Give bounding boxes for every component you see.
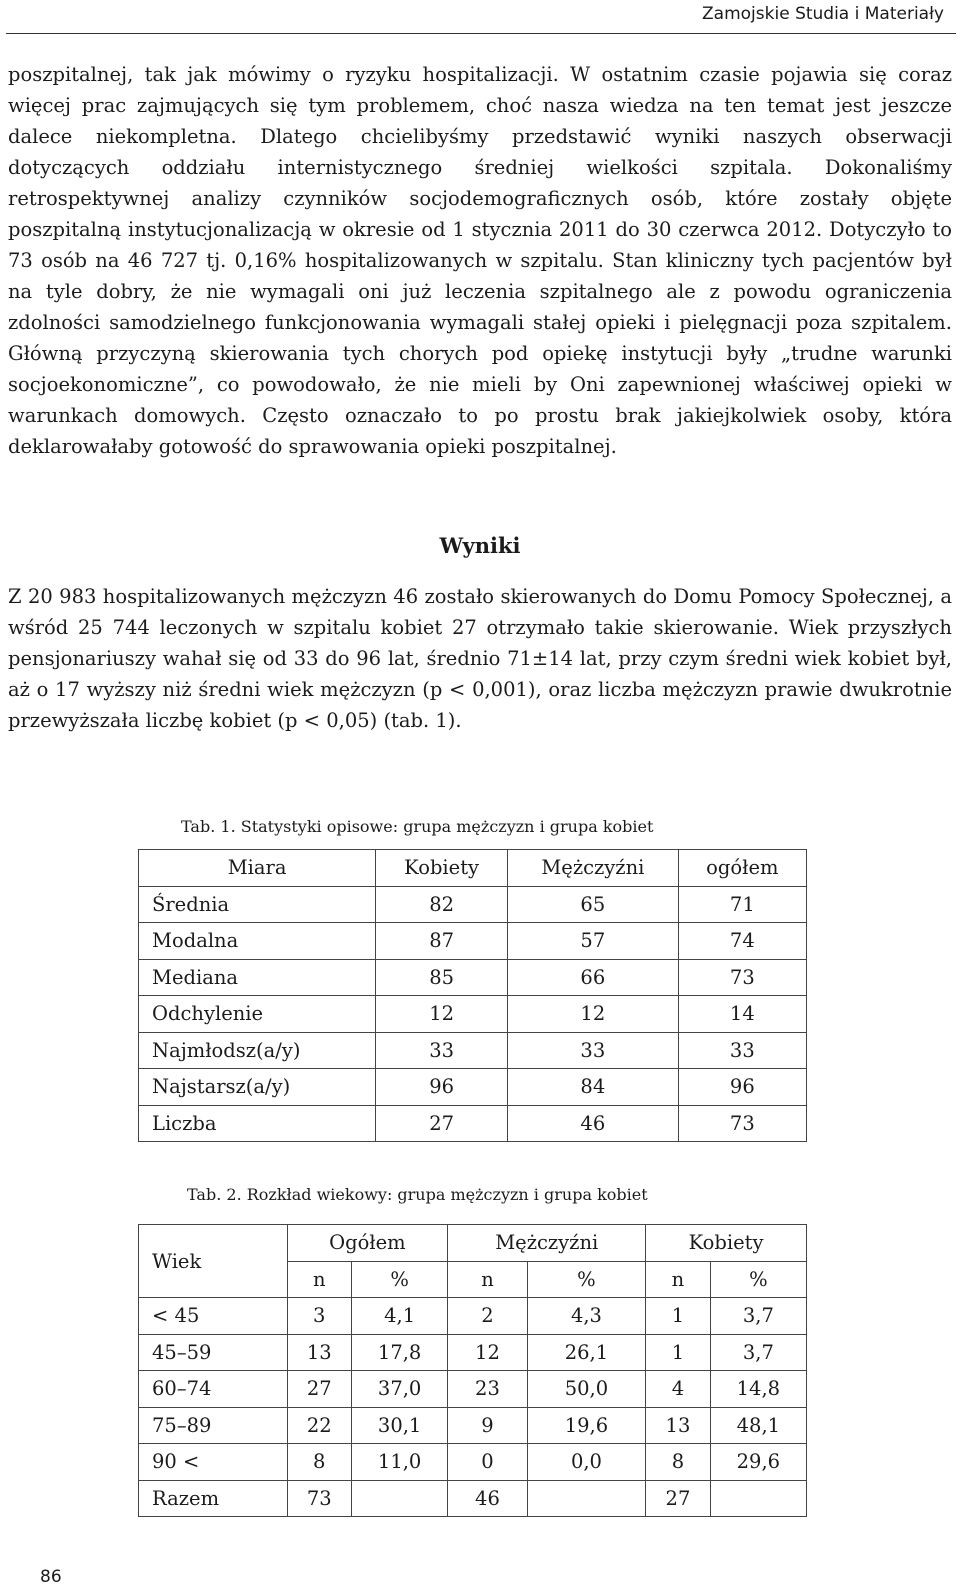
group-header: Kobiety [646, 1225, 807, 1262]
table-row [139, 886, 807, 923]
table-cell: 48,1 [710, 1407, 806, 1444]
table-cell: 3,7 [710, 1298, 806, 1335]
table-cell: 96 [376, 1069, 508, 1106]
table-cell: 65 [508, 886, 679, 923]
table-cell: 12 [448, 1334, 527, 1371]
table-row [139, 1371, 807, 1408]
table-cell: 9 [448, 1407, 527, 1444]
table-cell: 57 [508, 923, 679, 960]
table-cell: 87 [376, 923, 508, 960]
table-cell: 8 [646, 1444, 711, 1481]
row-label: Mediana [139, 959, 376, 996]
running-head: Zamojskie Studia i Materiały [702, 4, 944, 24]
row-label: Odchylenie [139, 996, 376, 1033]
table-row [139, 1334, 807, 1371]
table-header-row [139, 850, 807, 887]
row-label: 75–89 [139, 1407, 288, 1444]
column-header: % [352, 1261, 448, 1298]
row-label: Najmłodsz(a/y) [139, 1032, 376, 1069]
table-cell: 14 [678, 996, 806, 1033]
table-cell: 1 [646, 1334, 711, 1371]
table-cell: 46 [508, 1105, 679, 1142]
table-cell: 4,3 [527, 1298, 646, 1335]
row-label: 60–74 [139, 1371, 288, 1408]
table-cell: 33 [508, 1032, 679, 1069]
body-paragraph-2: Z 20 983 hospitalizowanych mężczyzn 46 zostało skierowanych do Domu Pomocy Społecznej, a wśród 25 744 leczonych w szpitalu kobiet 27 otrzymało takie skierowanie. Wiek przyszłych pensjonariuszy wahał się od 33 do 96 lat, średnio 71±14 lat, przy czym średni wiek kobiet był, aż o 17 wyższy niż średni wiek mężczyzn (p < 0,001), oraz liczba mężczyzn prawie dwukrotnie przewyższała liczbę kobiet (p < 0,05) (tab. 1). [8, 585, 952, 732]
table-cell: 0,0 [527, 1444, 646, 1481]
table-cell: 30,1 [352, 1407, 448, 1444]
table-cell: 27 [376, 1105, 508, 1142]
table-cell: 4,1 [352, 1298, 448, 1335]
column-header: n [646, 1261, 711, 1298]
header-rule [6, 33, 956, 34]
table-2-age-distribution [138, 1224, 807, 1517]
body-paragraph-1: poszpitalnej, tak jak mówimy o ryzyku hospitalizacji. W ostatnim czasie pojawia się coraz więcej prac zajmujących się tym problemem, choć nasza wiedza na ten temat jest jeszcze dalece niekompletna. Dlatego chcielibyśmy przedstawić wyniki naszych obserwacji dotyczących oddziału internistycznego średniej wielkości szpitala. Dokonaliśmy retrospektywnej analizy czynników socjodemograficznych osób, które zostały objęte poszpitalną instytucjonalizacją w okresie od 1 stycznia 2011 do 30 czerwca 2012. Dotyczyło to 73 osób na 46 727 tj. 0,16% hospitalizowanych w szpitalu. Stan kliniczny tych pacjentów był na tyle dobry, że nie wymagali oni już leczenia szpitalnego ale z powodu ograniczenia zdolności samodzielnego funkcjonowania wymagali stałej opieki i pielęgnacji poza szpitalem. Główną przyczyną skierowania tych chorych pod opiekę instytucji były „trudne warunki socjoekonomiczne”, co powodowało, że nie mieli by Oni zapewnionej właściwej opieki w warunkach domowych. Często oznaczało to po prostu brak jakiejkolwiek osoby, która deklarowałaby gotowość do sprawowania opieki poszpitalnej. [8, 63, 952, 458]
group-header: Ogółem [287, 1225, 448, 1262]
table-cell: 96 [678, 1069, 806, 1106]
column-header: Miara [139, 850, 376, 887]
table-1-descriptive-stats [138, 849, 807, 1142]
table-cell: 12 [508, 996, 679, 1033]
section-heading: Wyniki [439, 533, 521, 558]
table-cell: 85 [376, 959, 508, 996]
row-label: < 45 [139, 1298, 288, 1335]
table-cell: 13 [646, 1407, 711, 1444]
table-row [139, 959, 807, 996]
table-cell: 73 [678, 1105, 806, 1142]
table-row [139, 1032, 807, 1069]
table-cell: 3,7 [710, 1334, 806, 1371]
table-cell: 82 [376, 886, 508, 923]
column-header: ogółem [678, 850, 806, 887]
row-header: Wiek [139, 1225, 288, 1298]
table-cell: 74 [678, 923, 806, 960]
table-cell: 66 [508, 959, 679, 996]
group-header: Mężczyźni [448, 1225, 646, 1262]
table-cell: 22 [287, 1407, 352, 1444]
column-header: n [287, 1261, 352, 1298]
table-row [139, 1407, 807, 1444]
table-cell: 23 [448, 1371, 527, 1408]
table-row [139, 1069, 807, 1106]
table-row [139, 1444, 807, 1481]
table-cell: 27 [646, 1480, 711, 1517]
table-cell: 19,6 [527, 1407, 646, 1444]
table-cell: 12 [376, 996, 508, 1033]
table-2-caption: Tab. 2. Rozkład wiekowy: grupa mężczyzn i grupa kobiet [187, 1185, 648, 1204]
table-cell: 14,8 [710, 1371, 806, 1408]
column-header: % [527, 1261, 646, 1298]
table-row [139, 1298, 807, 1335]
column-header: n [448, 1261, 527, 1298]
table-cell: 0 [448, 1444, 527, 1481]
row-label: 45–59 [139, 1334, 288, 1371]
table-cell: 46 [448, 1480, 527, 1517]
table-1-caption: Tab. 1. Statystyki opisowe: grupa mężczyzn i grupa kobiet [181, 817, 654, 836]
table-cell: 33 [678, 1032, 806, 1069]
table-cell [710, 1480, 806, 1517]
table-cell: 26,1 [527, 1334, 646, 1371]
table-cell [352, 1480, 448, 1517]
row-label: Razem [139, 1480, 288, 1517]
table-cell: 50,0 [527, 1371, 646, 1408]
table-cell: 8 [287, 1444, 352, 1481]
table-cell [527, 1480, 646, 1517]
table-cell: 3 [287, 1298, 352, 1335]
table-cell: 1 [646, 1298, 711, 1335]
column-header: % [710, 1261, 806, 1298]
table-header-row [139, 1225, 807, 1262]
table-cell: 2 [448, 1298, 527, 1335]
table-cell: 29,6 [710, 1444, 806, 1481]
table-cell: 71 [678, 886, 806, 923]
table-cell: 27 [287, 1371, 352, 1408]
row-label: Najstarsz(a/y) [139, 1069, 376, 1106]
table-cell: 73 [678, 959, 806, 996]
table-cell: 17,8 [352, 1334, 448, 1371]
table-cell: 13 [287, 1334, 352, 1371]
table-cell: 33 [376, 1032, 508, 1069]
table-cell: 37,0 [352, 1371, 448, 1408]
table-row [139, 1480, 807, 1517]
table-cell: 84 [508, 1069, 679, 1106]
table-cell: 11,0 [352, 1444, 448, 1481]
column-header: Mężczyźni [508, 850, 679, 887]
row-label: Liczba [139, 1105, 376, 1142]
page-number: 86 [40, 1567, 62, 1587]
row-label: Modalna [139, 923, 376, 960]
column-header: Kobiety [376, 850, 508, 887]
table-row [139, 1105, 807, 1142]
table-row [139, 923, 807, 960]
row-label: Średnia [139, 886, 376, 923]
table-row [139, 996, 807, 1033]
table-cell: 4 [646, 1371, 711, 1408]
row-label: 90 < [139, 1444, 288, 1481]
table-cell: 73 [287, 1480, 352, 1517]
